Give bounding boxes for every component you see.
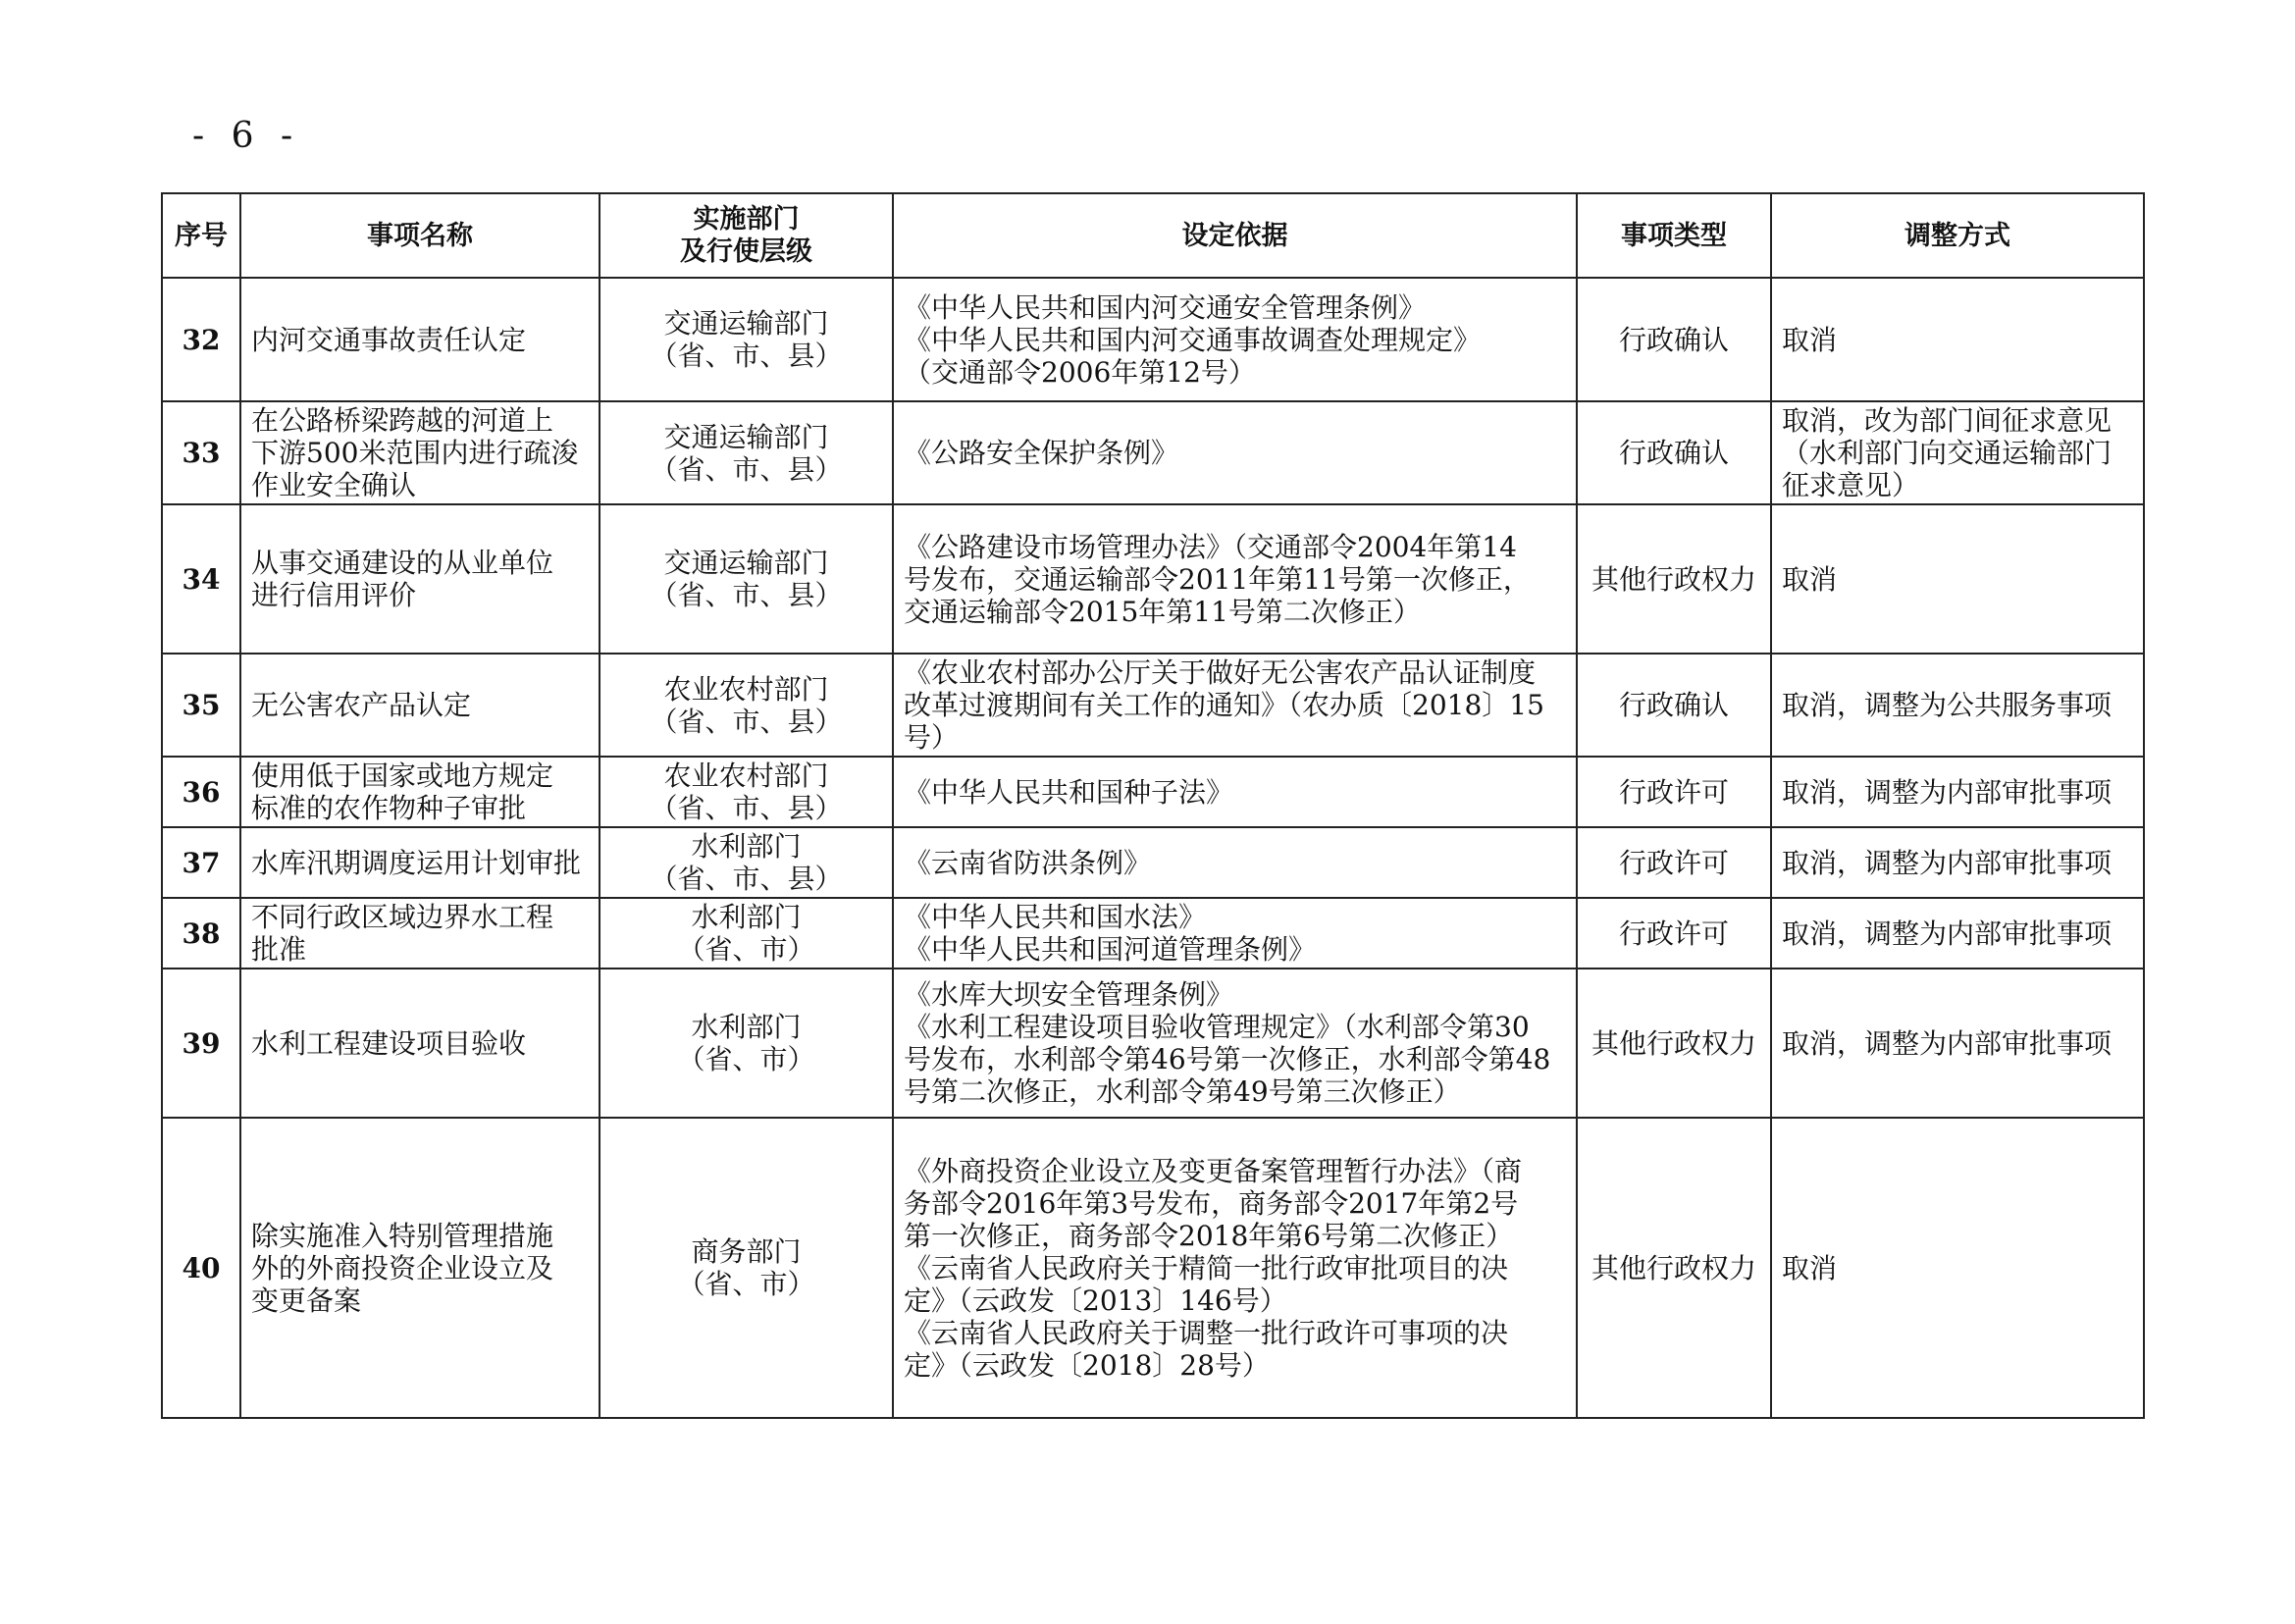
cell-basis-line: 《农业农村部办公厅关于做好无公害农产品认证制度: [904, 656, 1537, 689]
cell-name-line: 水库汛期调度运用计划审批: [251, 846, 582, 879]
cell-name-line: 进行信用评价: [251, 579, 417, 611]
cell-dept-line: 水利部门: [691, 830, 802, 863]
cell-method-line: 取消，调整为内部审批事项: [1782, 917, 2112, 950]
cell-basis-line: 交通运输部令2015年第11号第二次修正）: [904, 595, 1421, 628]
cell-name: [240, 827, 600, 898]
cell-method-line: 取消: [1782, 323, 1838, 356]
cell-dept-line: 交通运输部门: [663, 420, 829, 453]
cell-dept: [600, 654, 893, 757]
cell-dept: [600, 504, 893, 654]
header-basis: 设定依据: [893, 193, 1577, 278]
cell-num: 39: [162, 969, 240, 1118]
cell-name-line: 使用低于国家或地方规定: [251, 760, 554, 792]
cell-name-line: 变更备案: [251, 1283, 362, 1317]
cell-method: [1771, 969, 2144, 1118]
cell-name-line: 从事交通建设的从业单位: [251, 547, 554, 579]
cell-basis-line: 《中华人民共和国内河交通安全管理条例》: [904, 290, 1427, 324]
cell-name-line: 批准: [251, 933, 307, 966]
cell-num: 36: [162, 757, 240, 827]
table-row: [162, 654, 2144, 757]
cell-basis-line: 《云南省防洪条例》: [904, 846, 1152, 879]
cell-dept: [600, 278, 893, 401]
header-type: 事项类型: [1577, 193, 1771, 278]
cell-basis: [893, 278, 1577, 401]
cell-name: [240, 898, 600, 969]
cell-method-line: 取消，调整为内部审批事项: [1782, 846, 2112, 879]
table-row: [162, 757, 2144, 827]
cell-dept-line: 交通运输部门: [663, 547, 829, 579]
cell-dept-line: （省、市）: [677, 933, 815, 966]
cell-basis-line: 号第二次修正，水利部令第49号第三次修正）: [904, 1075, 1461, 1108]
page-number: - 6 -: [192, 116, 301, 156]
cell-dept-line: （省、市、县）: [650, 452, 843, 486]
cell-num: 37: [162, 827, 240, 898]
cell-name-line: 水利工程建设项目验收: [251, 1026, 527, 1060]
cell-method-line: 取消，调整为内部审批事项: [1782, 1026, 2112, 1060]
cell-basis-line: 号发布，水利部令第46号第一次修正，水利部令第48: [904, 1043, 1551, 1075]
cell-name: [240, 1118, 600, 1418]
cell-name-line: 下游500米范围内进行疏浚: [251, 437, 579, 469]
cell-basis-line: 《水利工程建设项目验收管理规定》（水利部令第30: [904, 1011, 1530, 1043]
table-row: [162, 969, 2144, 1118]
cell-method: [1771, 278, 2144, 401]
items-table: [161, 192, 2145, 1419]
cell-method-line: 征求意见）: [1782, 469, 1920, 501]
cell-num: 32: [162, 278, 240, 401]
table-row: [162, 504, 2144, 654]
cell-dept-line: （省、市）: [677, 1043, 815, 1075]
cell-name-line: 在公路桥梁跨越的河道上: [251, 404, 554, 437]
cell-type: 其他行政权力: [1577, 1118, 1771, 1418]
cell-method-line: （水利部门向交通运输部门: [1782, 437, 2112, 469]
header-name: 事项名称: [240, 193, 600, 278]
header-num: 序号: [162, 193, 240, 278]
cell-basis-line: 改革过渡期间有关工作的通知》（农办质〔2018〕15: [904, 689, 1544, 721]
cell-name-line: 无公害农产品认定: [251, 689, 472, 721]
header-dept: [600, 193, 893, 278]
cell-basis-line: 《中华人民共和国种子法》: [904, 775, 1234, 809]
cell-basis-line: 定》（云政发〔2018〕28号）: [904, 1348, 1270, 1382]
cell-basis-line: 《中华人民共和国河道管理条例》: [904, 933, 1317, 966]
cell-method-line: 取消，改为部门间征求意见: [1782, 404, 2112, 437]
cell-num: 38: [162, 898, 240, 969]
cell-method: [1771, 654, 2144, 757]
cell-name: [240, 504, 600, 654]
cell-method: [1771, 898, 2144, 969]
cell-basis: [893, 898, 1577, 969]
cell-type: 行政确认: [1577, 401, 1771, 504]
cell-basis-line: 《外商投资企业设立及变更备案管理暂行办法》（商: [904, 1154, 1523, 1187]
cell-dept: [600, 969, 893, 1118]
cell-basis-line: 号）: [904, 721, 960, 754]
cell-basis: [893, 757, 1577, 827]
table-row: [162, 898, 2144, 969]
cell-num: 34: [162, 504, 240, 654]
cell-method-line: 取消: [1782, 562, 1838, 596]
cell-dept: [600, 827, 893, 898]
cell-basis-line: 《公路安全保护条例》: [904, 437, 1179, 469]
cell-dept-line: （省、市、县）: [650, 579, 843, 611]
cell-name: [240, 969, 600, 1118]
cell-basis: [893, 969, 1577, 1118]
cell-basis-line: 《公路建设市场管理办法》（交通部令2004年第14: [904, 530, 1517, 563]
table-row: [162, 401, 2144, 504]
cell-type: 行政确认: [1577, 654, 1771, 757]
cell-basis-line: 《云南省人民政府关于精简一批行政审批项目的决: [904, 1251, 1509, 1284]
cell-dept-line: （省、市、县）: [650, 340, 843, 372]
cell-dept-line: 商务部门: [691, 1235, 802, 1268]
cell-type: 行政许可: [1577, 898, 1771, 969]
cell-basis: [893, 401, 1577, 504]
cell-num: 35: [162, 654, 240, 757]
cell-name-line: 标准的农作物种子审批: [251, 792, 527, 824]
cell-dept: [600, 401, 893, 504]
cell-method: [1771, 504, 2144, 654]
cell-num: 40: [162, 1118, 240, 1418]
cell-basis-line: 务部令2016年第3号发布，商务部令2017年第2号: [904, 1186, 1519, 1220]
cell-name: [240, 654, 600, 757]
header-dept-line1: 实施部门: [693, 204, 800, 235]
cell-basis: [893, 1118, 1577, 1418]
cell-basis-line: 《中华人民共和国内河交通事故调查处理规定》: [904, 323, 1482, 356]
cell-method-line: 取消，调整为公共服务事项: [1782, 689, 2112, 721]
cell-name: [240, 757, 600, 827]
cell-basis-line: （交通部令2006年第12号）: [904, 355, 1256, 389]
cell-dept-line: 水利部门: [691, 901, 802, 933]
header-dept-line2: 及行使层级: [680, 236, 812, 267]
cell-dept-line: （省、市、县）: [650, 792, 843, 824]
cell-dept: [600, 757, 893, 827]
cell-name-line: 外的外商投资企业设立及: [251, 1251, 554, 1284]
cell-name: [240, 401, 600, 504]
cell-basis-line: 第一次修正，商务部令2018年第6号第二次修正）: [904, 1219, 1514, 1252]
cell-type: 行政确认: [1577, 278, 1771, 401]
cell-basis-line: 《云南省人民政府关于调整一批行政许可事项的决: [904, 1316, 1509, 1349]
cell-dept-line: 农业农村部门: [663, 760, 829, 792]
cell-num: 33: [162, 401, 240, 504]
cell-type: 其他行政权力: [1577, 969, 1771, 1118]
cell-method-line: 取消: [1782, 1251, 1838, 1284]
cell-name-line: 作业安全确认: [251, 469, 417, 501]
cell-dept-line: （省、市）: [677, 1268, 815, 1300]
header-method: 调整方式: [1771, 193, 2144, 278]
cell-basis-line: 定》（云政发〔2013〕146号）: [904, 1283, 1287, 1317]
cell-dept: [600, 898, 893, 969]
cell-method: [1771, 401, 2144, 504]
table-row: [162, 1118, 2144, 1418]
cell-type: 行政许可: [1577, 827, 1771, 898]
cell-type: 其他行政权力: [1577, 504, 1771, 654]
cell-dept: [600, 1118, 893, 1418]
cell-name-line: 内河交通事故责任认定: [251, 323, 527, 356]
cell-basis: [893, 504, 1577, 654]
cell-method: [1771, 1118, 2144, 1418]
cell-dept-line: （省、市、县）: [650, 705, 843, 738]
cell-basis-line: 号发布，交通运输部令2011年第11号第一次修正，: [904, 562, 1531, 596]
cell-name: [240, 278, 600, 401]
cell-method: [1771, 827, 2144, 898]
cell-basis-line: 《水库大坝安全管理条例》: [904, 978, 1234, 1011]
cell-dept-line: 水利部门: [691, 1011, 802, 1043]
cell-method: [1771, 757, 2144, 827]
cell-dept-line: 农业农村部门: [663, 672, 829, 706]
cell-basis: [893, 827, 1577, 898]
table-row: [162, 827, 2144, 898]
cell-basis: [893, 654, 1577, 757]
table-header-row: [162, 193, 2144, 278]
table-row: [162, 278, 2144, 401]
cell-basis-line: 《中华人民共和国水法》: [904, 901, 1207, 933]
cell-dept-line: （省、市、县）: [650, 863, 843, 895]
cell-method-line: 取消，调整为内部审批事项: [1782, 775, 2112, 809]
cell-type: 行政许可: [1577, 757, 1771, 827]
cell-name-line: 不同行政区域边界水工程: [251, 901, 554, 933]
cell-dept-line: 交通运输部门: [663, 307, 829, 340]
cell-name-line: 除实施准入特别管理措施: [251, 1219, 554, 1252]
